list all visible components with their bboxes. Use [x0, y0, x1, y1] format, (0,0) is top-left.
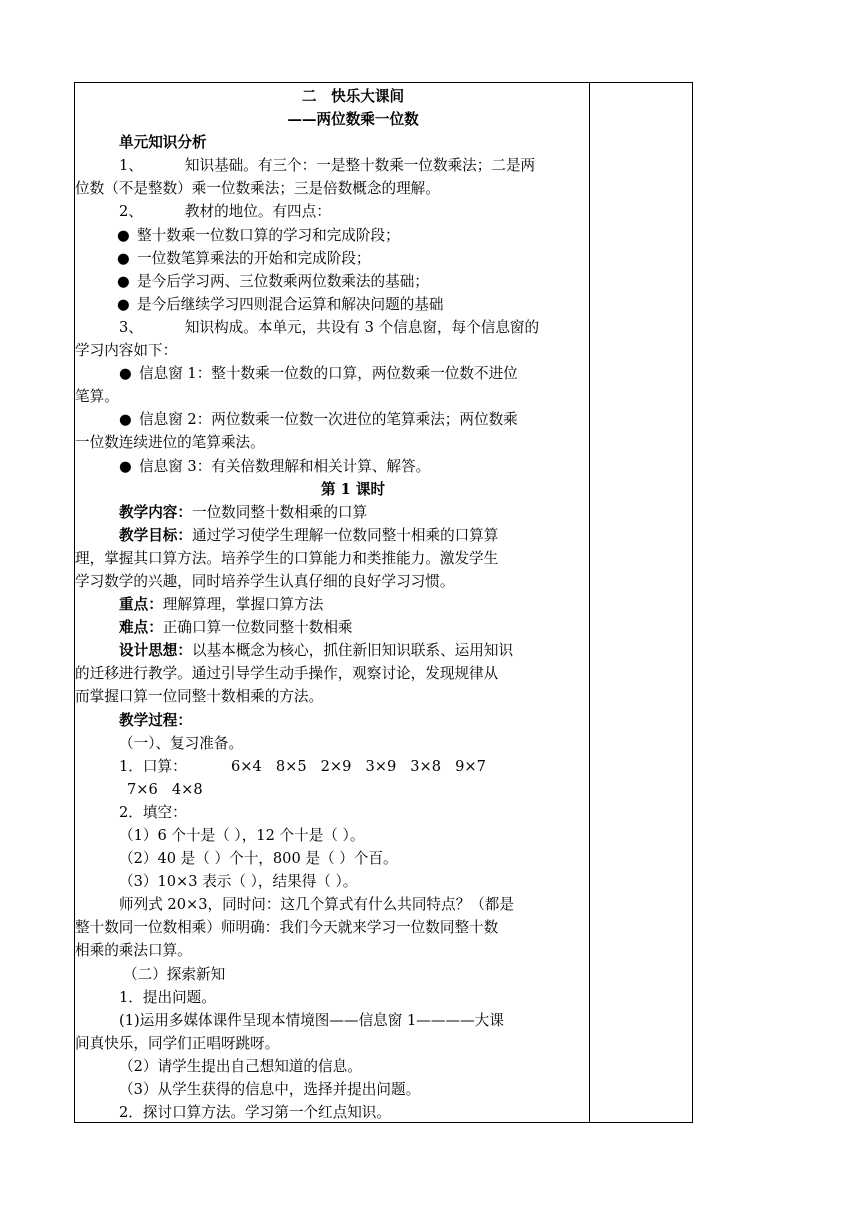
bullet-icon: ● — [117, 226, 130, 244]
lesson-table — [74, 82, 693, 1123]
info-window-1: ● 信息窗 1：整十数乘一位数的口算，两位数乘一位数不进位 — [119, 362, 583, 385]
fill-item: （3）10×3 表示（ ），结果得（ ）。 — [119, 873, 358, 891]
fill-heading: 2．填空： — [119, 803, 187, 821]
knowledge-item-2: 2、 教材的地位。有四点： — [119, 203, 331, 221]
item-number: 2、 — [119, 203, 143, 221]
knowledge-item-3-cont: 学习内容如下： — [75, 342, 178, 360]
column-divider — [589, 83, 590, 1122]
item-number: 1、 — [119, 157, 143, 175]
ask-item: （2）请学生提出自己想知道的信息。 — [119, 1057, 362, 1075]
key-point: 重点：理解算理，掌握口算方法 — [119, 596, 324, 614]
ask-heading: 1．提出问题。 — [119, 988, 216, 1006]
list-item: ● 是今后学习两、三位数乘两位数乘法的基础； — [117, 270, 583, 293]
oral-calc: 1．口算： 6×4 8×5 2×9 3×9 3×8 9×7 — [119, 757, 486, 775]
list-item: ● 是今后继续学习四则混合运算和解决问题的基础 — [117, 293, 583, 316]
info-window-1-cont: 笔算。 — [75, 388, 119, 406]
list-item: ● 整十数乘一位数口算的学习和完成阶段； — [117, 224, 583, 247]
teaching-goal-cont: 学习数学的兴趣，同时培养学生认真仔细的良好学习习惯。 — [75, 572, 455, 590]
teacher-question-cont: 相乘的乘法口算。 — [75, 942, 192, 960]
teaching-goal: 教学目标：通过学习使学生理解一位数同整十相乘的口算算 — [119, 526, 499, 544]
knowledge-item-1-cont: 位数（不是整数）乘一位数乘法；三是倍数概念的理解。 — [75, 180, 440, 198]
difficult-point: 难点：正确口算一位数同整十数相乘 — [119, 619, 353, 637]
ask-item-cont: 间真快乐，同学们正唱呀跳呀。 — [75, 1034, 280, 1052]
design-idea-cont: 而掌握口算一位同整十数相乘的方法。 — [75, 688, 324, 706]
fill-item: （2）40 是（ ）个十，800 是（ ）个百。 — [119, 850, 398, 868]
teaching-goal-cont: 理，掌握其口算方法。培养学生的口算能力和类推能力。激发学生 — [75, 549, 499, 567]
info-window-2-cont: 一位数连续进位的笔算乘法。 — [75, 434, 265, 452]
bullet-icon: ● — [119, 411, 132, 429]
ask-item: (1)运用多媒体课件呈现本情境图——信息窗 1————大课 — [119, 1011, 504, 1029]
knowledge-item-3: 3、 知识构成。本单元，共设有 3 个信息窗，每个信息窗的 — [119, 318, 540, 336]
unit-heading: 单元知识分析 — [119, 134, 207, 152]
teacher-question-cont: 整十数同一位数相乘）师明确：我们今天就来学习一位数同整十数 — [75, 919, 499, 937]
step-explore: （二）探索新知 — [123, 965, 226, 983]
bullet-icon: ● — [119, 365, 132, 383]
process-heading: 教学过程： — [119, 711, 192, 729]
knowledge-item-1: 1、 知识基础。有三个：一是整十数乘一位数乘法；二是两 — [119, 157, 536, 175]
unit-subtitle: ——两位数乘一位数 — [287, 111, 419, 129]
unit-title: 二 快乐大课间 — [301, 88, 405, 105]
bullet-icon: ● — [117, 295, 130, 313]
info-window-2: ● 信息窗 2：两位数乘一位数一次进位的笔算乘法；两位数乘 — [119, 408, 583, 431]
oral-calc-cont: 7×6 4×8 — [127, 780, 203, 798]
explore-method: 2．探讨口算方法。学习第一个红点知识。 — [119, 1104, 391, 1122]
teaching-content: 教学内容：一位数同整十数相乘的口算 — [119, 503, 368, 521]
lesson-title: 第 1 课时 — [320, 480, 386, 498]
bullet-icon: ● — [119, 457, 132, 475]
step-review: （一）、复习准备。 — [119, 734, 244, 752]
item-number: 3、 — [119, 318, 143, 336]
bullet-icon: ● — [117, 272, 130, 290]
teacher-question: 师列式 20×3，同时问：这几个算式有什么共同特点？（都是 — [119, 896, 514, 914]
design-idea-cont: 的迁移进行教学。通过引导学生动手操作，观察讨论，发现规律从 — [75, 665, 499, 683]
info-window-3: ● 信息窗 3：有关倍数理解和相关计算、解答。 — [119, 455, 583, 478]
design-idea: 设计思想：以基本概念为核心，抓住新旧知识联系、运用知识 — [119, 642, 514, 660]
bullet-icon: ● — [117, 249, 130, 267]
ask-item: （3）从学生获得的信息中，选择并提出问题。 — [119, 1081, 421, 1099]
lesson-content — [75, 85, 583, 1124]
fill-item: （1）6 个十是（ ），12 个十是（ ）。 — [119, 827, 365, 844]
list-item: ● 一位数笔算乘法的开始和完成阶段； — [117, 247, 583, 270]
